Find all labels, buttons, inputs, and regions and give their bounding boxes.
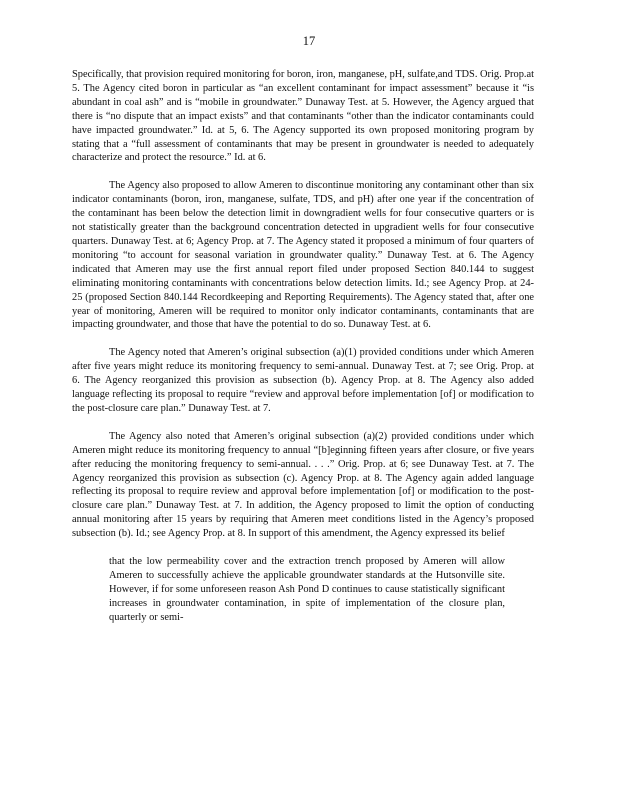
block-quote: that the low permeability cover and the extraction trench proposed by Ameren will allow Ameren to successfully achieve the applicable groundwater standards at the Hutsonville site. However, if for some unforeseen reason Ash Pond D continues to cause statistically significant increases in groundwater contamination, in spite of implementation of the closure plan, quarterly or semi- xyxy=(109,556,505,623)
paragraph-subsection-a1: The Agency noted that Ameren’s original subsection (a)(1) provided conditions under which Ameren after five years might reduce its monitoring frequency to semi-annual. Dunaway Test. at 7; see Orig. Prop. at 6. The Agency reorganized this provision as subsection (b). Agency Prop. at 8. The Agency also added language reflecting its proposal to require “review and approval before implementation [of] or modification to the post-closure care plan.” Dunaway Test. at 7. xyxy=(72,347,534,414)
paragraph-subsection-a2: The Agency also noted that Ameren’s original subsection (a)(2) provided conditions under which Ameren might reduce its monitoring frequency to annual “[b]eginning fifteen years after closure, or five years after reducing the monitoring frequency to semi-annual. . . .” Orig. Prop. at 6; see Dunaway Test. at 7. The Agency reorganized this provision as subsection (c). Agency Prop. at 8. The Agency again added language reflecting its proposal to require review and approval before implementation [of] or modification to the post-closure care plan.” Dunaway Test. at 7. In addition, the Agency proposed to limit the option of conducting annual monitoring after 15 years by requiring that Ameren meet conditions listed in the Agency’s proposed subsection (b). Id.; see Agency Prop. at 8. In support of this amendment, the Agency expressed its belief xyxy=(72,430,534,540)
document-body xyxy=(72,68,534,625)
paragraph-discontinue-monitoring: The Agency also proposed to allow Ameren to discontinue monitoring any contaminant other than six indicator contaminants (boron, iron, manganese, sulfate, TDS, and pH) after one year if the concentration of the contaminant has been below the detection limit in downgradient wells for four consecutive quarters or is not statistically greater than the background concentration detected in upgradient wells for four consecutive quarters. Dunaway Test. at 6; Agency Prop. at 7. The Agency stated it proposed a minimum of four quarters of monitoring “to account for seasonal variation in groundwater quality.” Dunaway Test. at 6. The Agency indicated that Ameren may use the first annual report filed under proposed Section 840.144 to suggest eliminating monitoring contaminants with concentrations below detection limits. Id.; see Agency Prop. at 24-25 (proposed Section 840.144 Recordkeeping and Reporting Requirements). The Agency stated that, after one year of monitoring, Ameren will be required to monitor only indicator contaminants, contaminants that are impacting groundwater, and those that have the potential to do so. Dunaway Test. at 6. xyxy=(72,180,534,331)
paragraph-monitoring-provision: Specifically, that provision required monitoring for boron, iron, manganese, pH, sulfate,and TDS. Orig. Prop.at 5. The Agency cited boron in particular as “an excellent contaminant for impact assessment” because it “is abundant in coal ash” and is “mobile in groundwater.” Dunaway Test. at 5. However, the Agency argued that there is “no dispute that an impact exists” and that contaminants “other than the indicator contaminants could have impacted groundwater.” Id. at 5, 6. The Agency supported its own proposed monitoring program by stating that a “full assessment of contaminants that may be present in groundwater is needed to adequately characterize and protect the resource.” Id. at 6. xyxy=(72,69,534,164)
page-number: 17 xyxy=(302,34,316,48)
